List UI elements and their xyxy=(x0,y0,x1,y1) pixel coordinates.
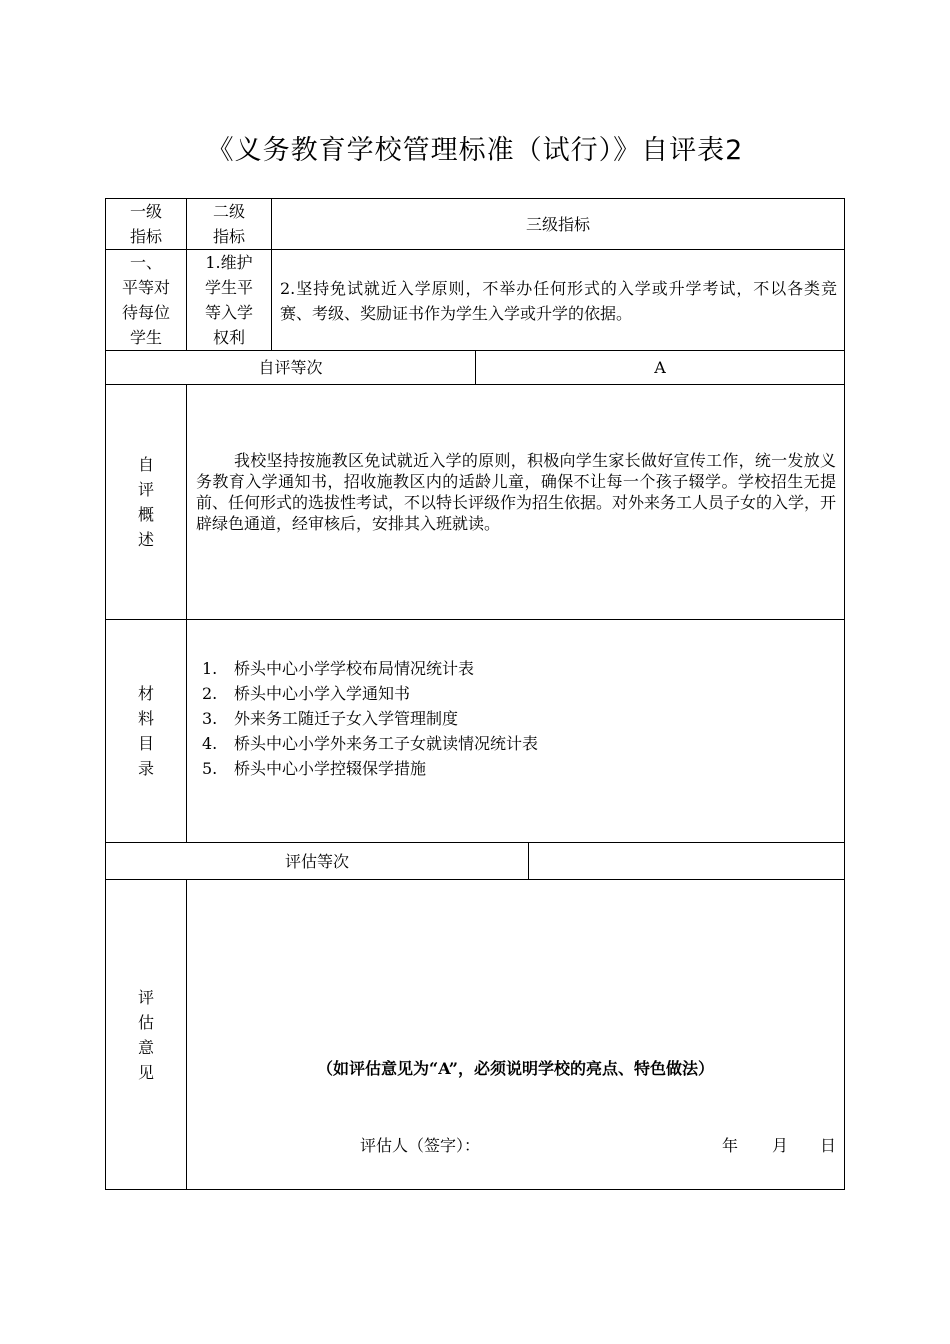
header-level2: 二级 指标 xyxy=(212,202,245,246)
self-summary-text: 我校坚持按施教区免试就近入学的原则，积极向学生家长做好宣传工作，统一发放义务教育入学通知书，招收施教区内的适龄儿童，确保不让每一个孩子辍学。学校招生无提前、任何形式的选拔性考试，不以特长评级作为招生依据。对外来务工人员子女的入学，开辟绿色通道，经审核后，安排其入班就读。 xyxy=(196,451,837,533)
self-grade-label: 自评等次 xyxy=(258,358,323,377)
materials-label: 材料目录 xyxy=(137,684,154,778)
header-level1: 一级 指标 xyxy=(129,202,162,246)
eval-grade-label: 评估等次 xyxy=(284,851,349,871)
signature-year: 年 xyxy=(722,1136,739,1155)
row-divider xyxy=(105,879,845,880)
signature-month: 月 xyxy=(772,1136,789,1155)
list-item: 5. 桥头中心小学控辍保学措施 xyxy=(202,759,427,778)
self-grade-value: A xyxy=(654,358,666,377)
row-divider xyxy=(105,384,845,385)
list-item: 2. 桥头中心小学入学通知书 xyxy=(202,684,411,703)
eval-grade-value[interactable] xyxy=(529,843,844,879)
eval-opinion-label: 评估意见 xyxy=(137,988,154,1082)
col-divider xyxy=(186,879,187,1190)
col-divider xyxy=(186,384,187,842)
self-summary-label: 自评概述 xyxy=(137,455,154,549)
level1-indicator: 一、 平等对 待每位 学生 xyxy=(121,253,170,347)
eval-opinion-note: （如评估意见为“A”，必须说明学校的亮点、特色做法） xyxy=(317,1059,714,1078)
signature-day: 日 xyxy=(820,1136,837,1155)
page-title: 《义务教育学校管理标准（试行）》自评表2 xyxy=(206,135,744,166)
level2-indicator: 1.维护 学生平 等入学 权利 xyxy=(204,253,253,347)
list-item: 1. 桥头中心小学学校布局情况统计表 xyxy=(202,659,475,678)
evaluator-signature-label: 评估人（签字）： xyxy=(360,1136,481,1155)
level3-indicator: 2.坚持免试就近入学原则，不举办任何形式的入学或升学考试，不以各类竞赛、考级、奖励证书作为学生入学或升学的依据。 xyxy=(280,279,837,323)
list-item: 4. 桥头中心小学外来务工子女就读情况统计表 xyxy=(202,734,539,753)
list-item: 3. 外来务工随迁子女入学管理制度 xyxy=(202,709,459,728)
materials-list xyxy=(202,656,538,781)
header-level3: 三级指标 xyxy=(525,214,590,234)
row-divider xyxy=(105,619,845,620)
